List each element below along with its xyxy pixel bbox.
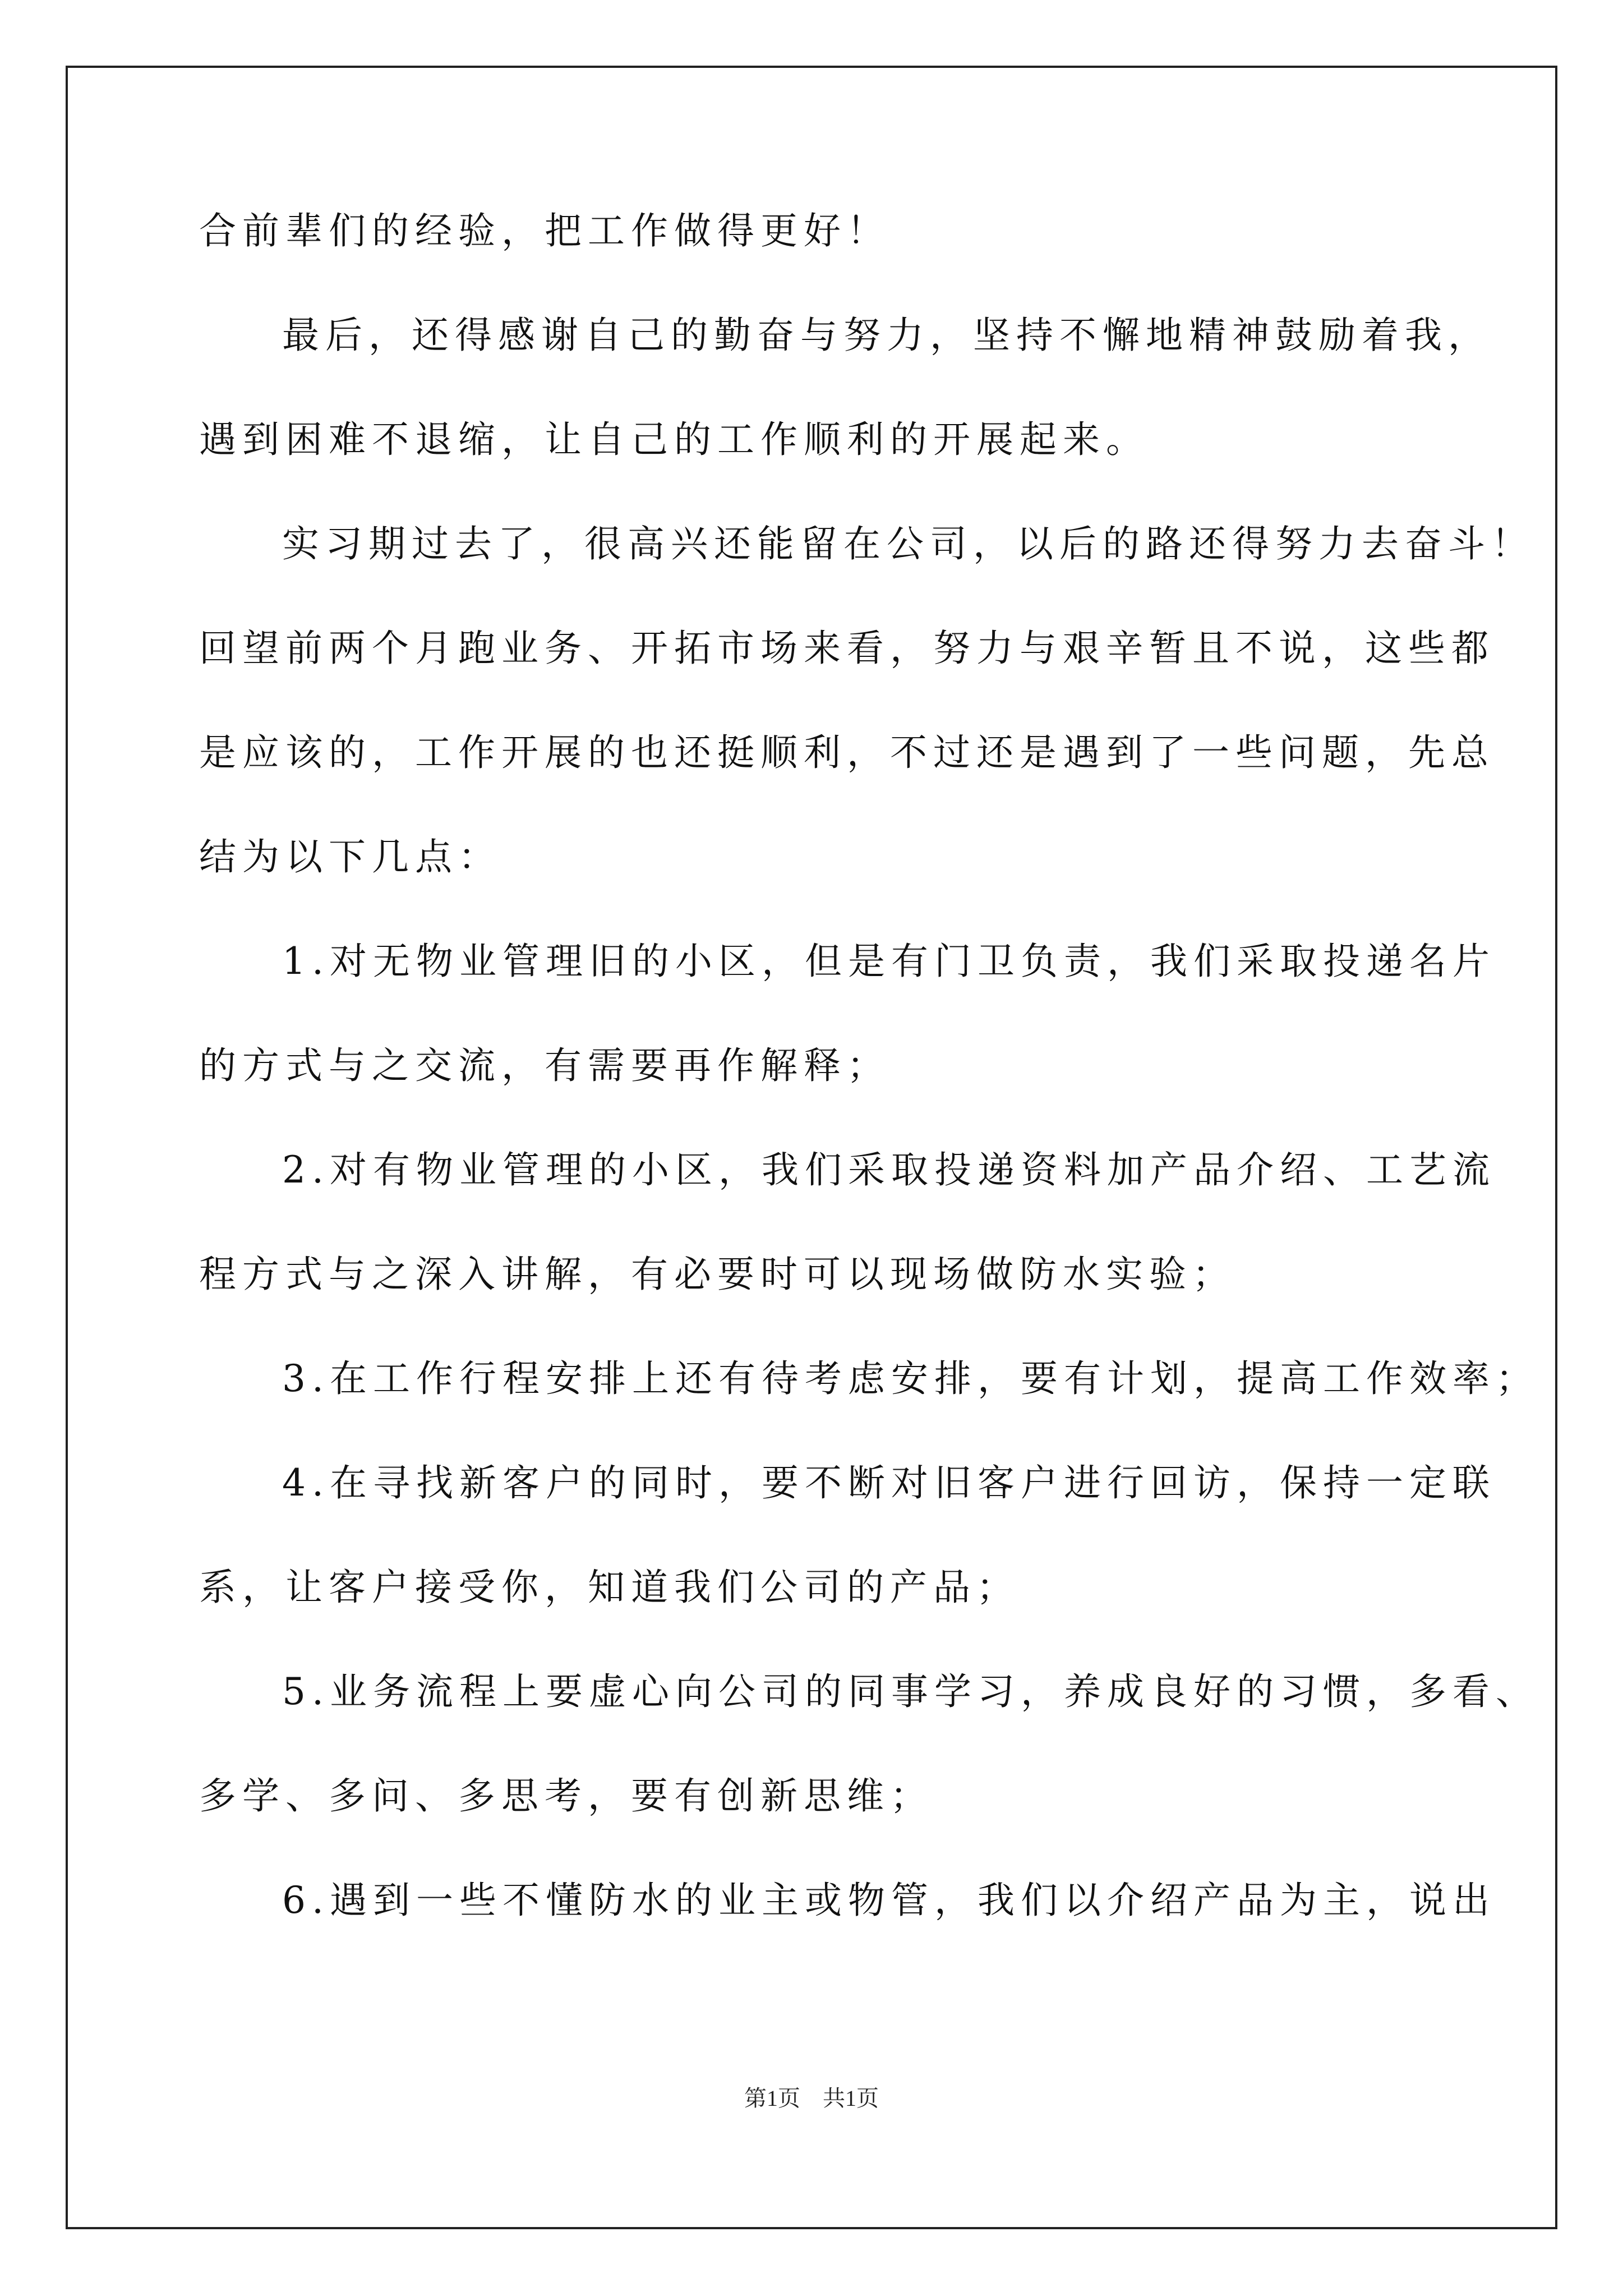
text-line: 多学、多问、多思考，要有创新思维； bbox=[199, 1774, 933, 1818]
text-line: 程方式与之深入讲解，有必要时可以现场做防水实验； bbox=[199, 1253, 1235, 1296]
list-item-line: 1.对无物业管理旧的小区，但是有门卫负责，我们采取投递名片 bbox=[282, 940, 1496, 983]
list-item-line: 5.业务流程上要虚心向公司的同事学习，养成良好的习惯，多看、 bbox=[282, 1670, 1539, 1713]
page-number-footer: 第1页 共1页 bbox=[744, 2086, 879, 2111]
text-line: 是应该的，工作开展的也还挺顺利，不过还是遇到了一些问题，先总 bbox=[199, 731, 1495, 774]
text-line: 系，让客户接受你，知道我们公司的产品； bbox=[199, 1566, 1020, 1609]
list-item-line: 3.在工作行程安排上还有待考虑安排，要有计划，提高工作效率； bbox=[282, 1357, 1539, 1400]
paragraph-line: 最后，还得感谢自己的勤奋与努力，坚持不懈地精神鼓励着我， bbox=[282, 314, 1491, 357]
list-item-line: 6.遇到一些不懂防水的业主或物管，我们以介绍产品为主，说出 bbox=[282, 1879, 1496, 1922]
text-line: 的方式与之交流，有需要再作解释； bbox=[199, 1044, 890, 1087]
list-item-line: 2.对有物业管理的小区，我们采取投递资料加产品介绍、工艺流 bbox=[282, 1148, 1496, 1191]
text-line: 回望前两个月跑业务、开拓市场来看，努力与艰辛暂且不说，这些都 bbox=[199, 627, 1495, 670]
paragraph-line: 实习期过去了，很高兴还能留在公司，以后的路还得努力去奋斗！ bbox=[282, 522, 1534, 565]
list-item-line: 4.在寻找新客户的同时，要不断对旧客户进行回访，保持一定联 bbox=[282, 1461, 1496, 1504]
text-line: 遇到困难不退缩，让自己的工作顺利的开展起来。 bbox=[199, 418, 1149, 461]
text-line: 合前辈们的经验，把工作做得更好！ bbox=[199, 209, 890, 252]
text-line: 结为以下几点： bbox=[199, 835, 501, 878]
